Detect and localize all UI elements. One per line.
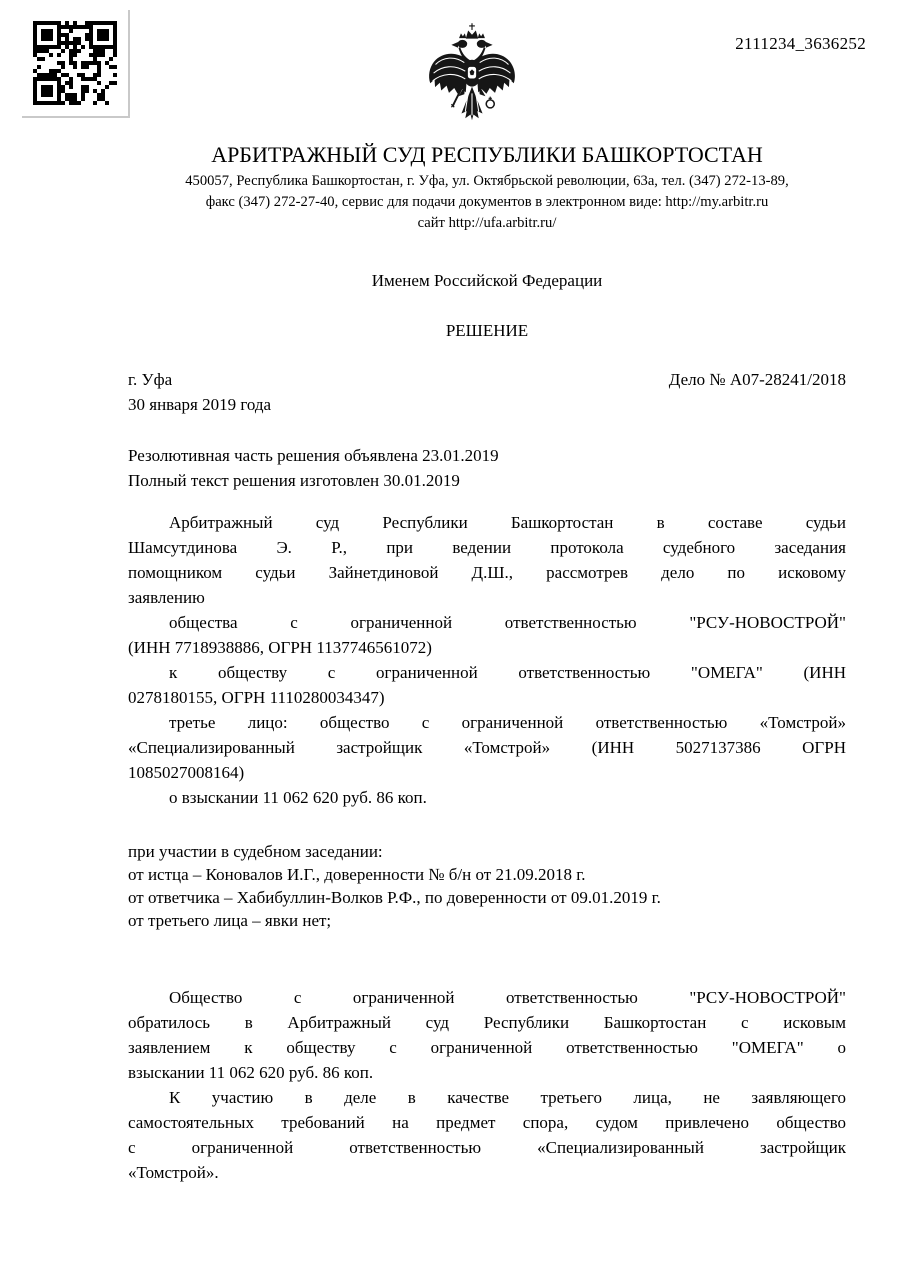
- document-number: 2111234_3636252: [735, 34, 866, 53]
- qr-code-pattern: [33, 21, 117, 105]
- court-address-line-1: 450057, Республика Башкортостан, г. Уфа, ул. Октябрьской революции, 63а, тел. (347) 272-13-89,: [185, 173, 789, 189]
- body-line: заявлением к обществу с ограниченной ответственностью "ОМЕГА" о: [128, 1038, 846, 1057]
- body-line: Общество с ограниченной ответственностью "РСУ-НОВОСТРОЙ": [169, 988, 846, 1007]
- intro-line: помощником судьи Зайнетдиновой Д.Ш., рассмотрев дело по исковому: [128, 563, 846, 582]
- intro-line: 1085027008164): [128, 763, 245, 782]
- decision-title: РЕШЕНИЕ: [445, 321, 529, 340]
- full-text-line: Полный текст решения изготовлен 30.01.2019: [128, 471, 460, 490]
- resolutive-part-line: Резолютивная часть решения объявлена 23.01.2019: [128, 446, 499, 465]
- attendance-plaintiff-line: от истца – Коновалов И.Г., доверенности № б/н от 21.09.2018 г.: [128, 865, 586, 884]
- attendance-heading: при участии в судебном заседании:: [128, 842, 383, 861]
- body-line: взыскании 11 062 620 руб. 86 коп.: [128, 1063, 374, 1082]
- body-line: с ограниченной ответственностью «Специализированный застройщик: [128, 1138, 846, 1157]
- body-line: самостоятельных требований на предмет спора, судом привлечено общество: [128, 1113, 846, 1132]
- intro-line: Шамсутдинова Э. Р., при ведении протокола судебного заседания: [128, 538, 846, 557]
- in-the-name-line: Именем Российской Федерации: [371, 271, 603, 290]
- intro-line: к обществу с ограниченной ответственностью "ОМЕГА" (ИНН: [169, 663, 846, 682]
- attendance-block: [128, 840, 846, 932]
- court-address-line-2: факс (347) 272-27-40, сервис для подачи документов в электронном виде: http://my.arbitr.ru: [205, 194, 769, 210]
- court-name: АРБИТРАЖНЫЙ СУД РЕСПУБЛИКИ БАШКОРТОСТАН: [211, 142, 763, 167]
- body-line: «Томстрой».: [128, 1163, 219, 1182]
- intro-line: заявлению: [128, 588, 205, 607]
- intro-line: о взыскании 11 062 620 руб. 86 коп.: [169, 788, 427, 807]
- intro-line: (ИНН 7718938886, ОГРН 1137746561072): [128, 638, 432, 657]
- document-body: [128, 0, 846, 1185]
- intro-line: «Специализированный застройщик «Томстрой» (ИНН 5027137386 ОГРН: [128, 738, 846, 757]
- intro-line: Арбитражный суд Республики Башкортостан в составе судьи: [169, 513, 846, 532]
- intro-line: 0278180155, ОГРН 1110280034347): [128, 688, 385, 707]
- decision-date: 30 января 2019 года: [128, 395, 272, 414]
- qr-code: [22, 10, 130, 118]
- body-line: К участию в деле в качестве третьего лица, не заявляющего: [169, 1088, 846, 1107]
- intro-line: общества с ограниченной ответственностью "РСУ-НОВОСТРОЙ": [169, 613, 846, 632]
- court-address-line-3: сайт http://ufa.arbitr.ru/: [417, 215, 557, 231]
- case-number: Дело № А07-28241/2018: [668, 370, 846, 389]
- body-line: обратилось в Арбитражный суд Республики Башкортостан с исковым: [128, 1013, 846, 1032]
- city-label: г. Уфа: [128, 370, 173, 389]
- attendance-defendant-line: от ответчика – Хабибуллин-Волков Р.Ф., по доверенности от 09.01.2019 г.: [128, 888, 661, 907]
- intro-line: третье лицо: общество с ограниченной ответственностью «Томстрой»: [169, 713, 846, 732]
- case-row: [128, 367, 846, 392]
- attendance-third-party-line: от третьего лица – явки нет;: [128, 911, 332, 930]
